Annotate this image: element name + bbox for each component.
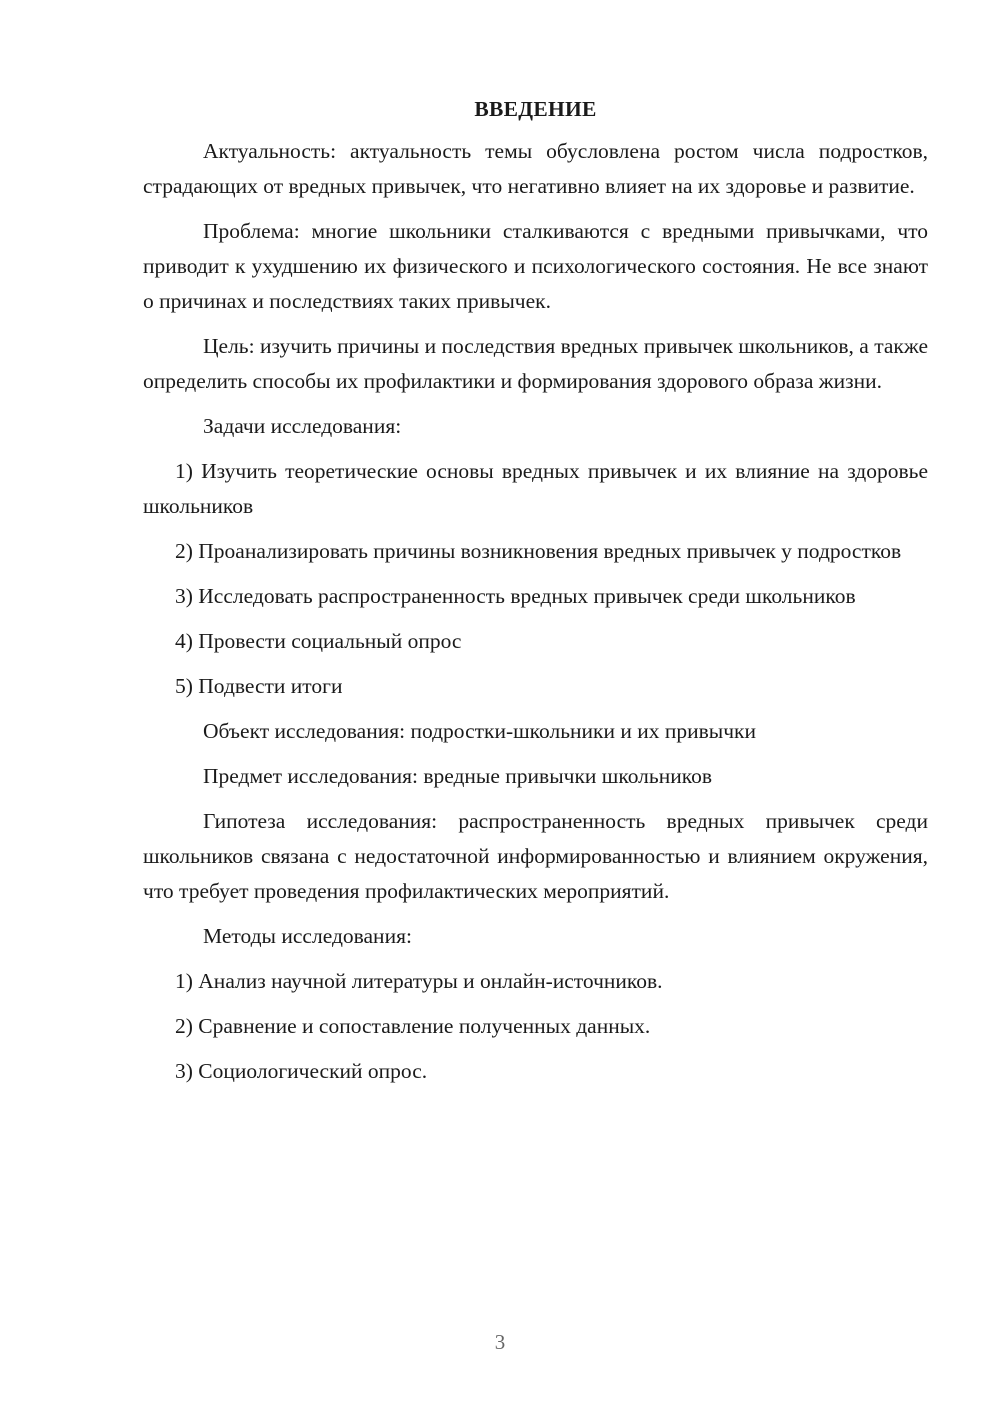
page-title: ВВЕДЕНИЕ <box>474 97 597 121</box>
task-item: 4) Провести социальный опрос <box>175 629 462 653</box>
problem-paragraph: Проблема: многие школьники сталкиваются с вредными привычками, что приводит к ухудшению их физического и психологического состояния. Не все знают о причинах и последствиях таких привычек. <box>143 219 928 313</box>
page-number: 3 <box>494 1330 506 1354</box>
task-item: 5) Подвести итоги <box>175 674 343 698</box>
object-paragraph: Объект исследования: подростки-школьники и их привычки <box>203 719 756 743</box>
hypothesis-paragraph: Гипотеза исследования: распространенность вредных привычек среди школьников связана с недостаточной информированностью и влиянием окружения, что требует проведения профилактических мероприятий. <box>143 809 928 903</box>
task-item: 3) Исследовать распространенность вредных привычек среди школьников <box>175 584 856 608</box>
method-item: 1) Анализ научной литературы и онлайн-источников. <box>175 969 663 993</box>
method-item: 3) Социологический опрос. <box>175 1059 428 1083</box>
document-page <box>143 88 928 1099</box>
methods-heading: Методы исследования: <box>203 924 412 948</box>
subject-paragraph: Предмет исследования: вредные привычки школьников <box>203 764 712 788</box>
goal-paragraph: Цель: изучить причины и последствия вредных привычек школьников, а также определить способы их профилактики и формирования здорового образа жизни. <box>143 334 928 393</box>
relevance-paragraph: Актуальность: актуальность темы обусловлена ростом числа подростков, страдающих от вредных привычек, что негативно влияет на их здоровье и развитие. <box>143 139 928 198</box>
tasks-heading: Задачи исследования: <box>203 414 402 438</box>
method-item: 2) Сравнение и сопоставление полученных данных. <box>175 1014 651 1038</box>
task-item: 2) Проанализировать причины возникновения вредных привычек у подростков <box>175 539 902 563</box>
task-item: 1) Изучить теоретические основы вредных привычек и их влияние на здоровье школьников <box>143 459 928 518</box>
